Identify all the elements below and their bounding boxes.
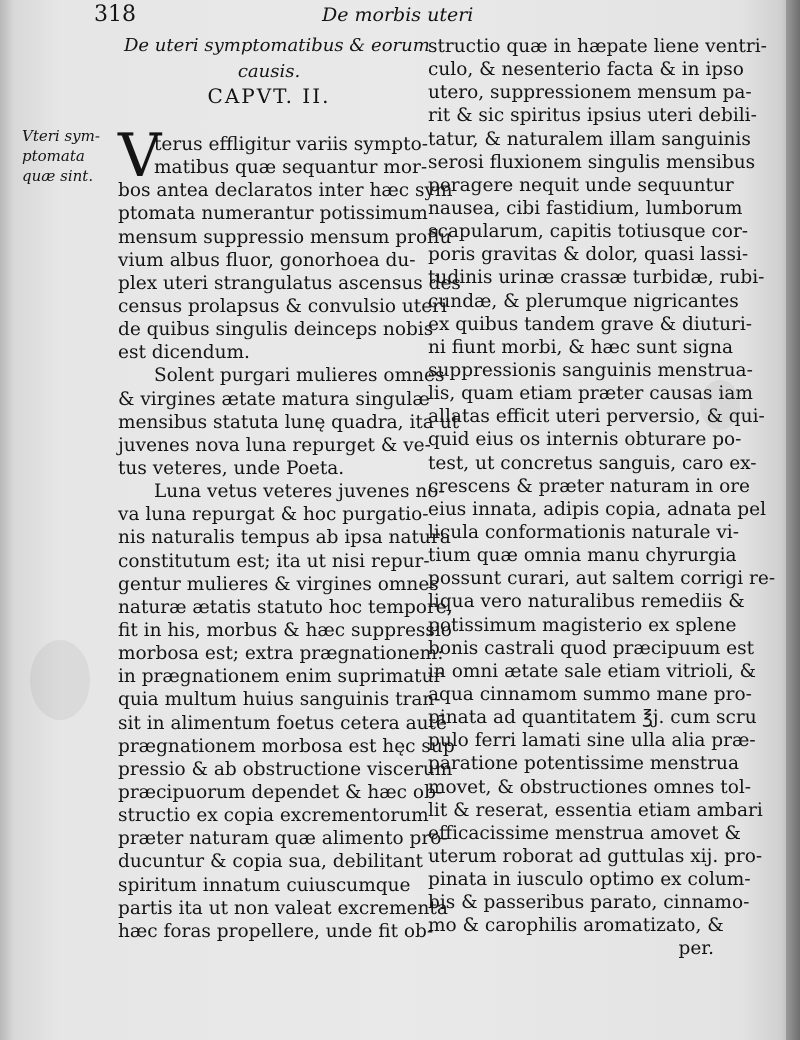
text-line: serosi fluxionem singulis mensibus <box>428 151 756 173</box>
text-line: spiritum innatum cuiuscumque <box>118 874 411 896</box>
text-line: bonis castrali quod præcipuum est <box>428 637 755 659</box>
text-line: suppressionis sanguinis menstrua- <box>428 359 753 381</box>
text-line: eius innata, adipis copia, adnata pel <box>428 498 766 520</box>
text-line: mensum suppressio mensum proflu <box>118 226 452 248</box>
marginal-line: quæ sint. <box>22 167 94 185</box>
text-line: quia multum huius sanguinis tran- <box>118 689 441 711</box>
text-line: Solent purgari mulieres omnes <box>154 365 445 387</box>
text-line: structio quæ in hæpate liene ventri- <box>428 36 767 57</box>
subtitle-line: causis. <box>237 61 301 82</box>
text-line: morbosa est; extra prægnationem: <box>118 643 444 665</box>
text-line: efficacissime menstrua amovet & <box>428 822 741 844</box>
text-line: test, ut concretus sanguis, caro ex- <box>428 452 757 474</box>
text-line: Luna vetus veteres juvenes no- <box>154 481 445 503</box>
text-line: matibus quæ sequantur mor- <box>154 157 428 179</box>
text-line: sit in alimentum foetus cetera autē <box>118 712 447 734</box>
text-line: prægnationem morbosa est hęc sup <box>118 735 455 757</box>
text-line: allatas efficit uteri perversio, & qui- <box>428 406 765 428</box>
text-line: gentur mulieres & virgines omnes <box>118 573 439 595</box>
text-line: bos antea declaratos inter hæc sym <box>118 180 453 202</box>
catchword: per. <box>678 938 714 960</box>
left-text-column <box>118 133 461 943</box>
text-line: & virgines ætate matura singulæ <box>118 388 430 410</box>
text-line: peragere nequit unde sequuntur <box>428 174 734 196</box>
text-line: ni fiunt morbi, & hæc sunt signa <box>428 336 733 358</box>
text-line: census prolapsus & convulsio uteri <box>118 295 447 317</box>
text-line: licula conformationis naturale vi- <box>428 521 739 543</box>
text-line: movet, & obstructiones omnes tol- <box>428 776 752 798</box>
text-line: aqua cinnamom summo mane pro- <box>428 683 752 705</box>
marginal-line: ptomata <box>22 147 85 165</box>
marginal-line: Vteri sym- <box>22 127 100 145</box>
text-line: scapularum, capitis totiusque cor- <box>428 221 749 243</box>
chapter-heading: CAPVT. II. <box>207 84 331 108</box>
text-line: pinata ad quantitatem ℥j. cum scru <box>428 707 757 729</box>
text-line: in prægnationem enim suprimatur <box>118 666 443 688</box>
chapter-subtitle <box>124 33 430 85</box>
text-line: paratione potentissime menstrua <box>428 753 740 775</box>
text-line: plex uteri strangulatus ascensus des <box>118 272 461 294</box>
text-line: va luna repurgat & hoc purgatio- <box>118 504 429 526</box>
text-line: utero, suppressionem mensum pa- <box>428 82 752 104</box>
text-line: ex quibus tandem grave & diuturi- <box>428 313 753 335</box>
text-line: tatur, & naturalem illam sanguinis <box>428 128 751 150</box>
text-line: nausea, cibi fastidium, lumborum <box>428 197 743 219</box>
right-text-column <box>428 35 776 961</box>
text-line: tudinis urinæ crassæ turbidæ, rubi- <box>428 267 765 289</box>
text-line: constitutum est; ita ut nisi repur- <box>118 550 430 572</box>
text-line: tus veteres, unde Poeta. <box>118 457 345 479</box>
text-line: partis ita ut non valeat excrementa <box>118 897 448 919</box>
text-line: quid eius os internis obturare po- <box>428 429 742 451</box>
text-line: tium quæ omnia manu chyrurgia <box>428 545 737 567</box>
text-line: structio ex copia excrementorum <box>118 805 429 827</box>
text-line: potissimum magisterio ex splene <box>428 614 737 636</box>
text-line: mo & carophilis aromatizato, & <box>428 915 724 937</box>
text-line: vium albus fluor, gonorhoea du- <box>118 249 416 271</box>
text-line: pulo ferri lamati sine ulla alia præ- <box>428 730 756 752</box>
text-line: pinata in iusculo optimo ex colum- <box>428 869 751 891</box>
text-line: possunt curari, aut saltem corrigi re- <box>428 568 776 590</box>
text-line: culo, & nesenterio facta & in ipso <box>428 59 744 81</box>
page-stain <box>30 640 90 720</box>
page-number: 318 <box>94 2 136 27</box>
text-line: de quibus singulis deinceps nobis <box>118 319 434 341</box>
text-line: est dicendum. <box>118 342 250 364</box>
text-line: præter naturam quæ alimento pro- <box>118 828 448 850</box>
text-line: mensibus statuta lunę quadra, ita ut <box>118 411 460 433</box>
marginal-note <box>22 126 106 186</box>
text-line: præcipuorum dependet & hæc ob- <box>118 781 443 803</box>
book-gutter <box>786 0 800 1040</box>
text-line: ptomata numerantur potissimum <box>118 203 428 225</box>
text-line: naturæ ætatis statuto hoc tempore, <box>118 596 453 618</box>
text-line: rit & sic spiritus ipsius uteri debili- <box>428 105 757 127</box>
text-line: cundæ, & plerumque nigricantes <box>428 290 739 312</box>
text-line: nis naturalis tempus ab ipsa natura <box>118 527 451 549</box>
text-line: terus effligitur variis sympto- <box>154 134 428 155</box>
text-line: lit & reserat, essentia etiam ambari <box>428 799 763 821</box>
text-line: poris gravitas & dolor, quasi lassi- <box>428 244 749 266</box>
text-line: ducuntur & copia sua, debilitant <box>118 851 423 873</box>
text-line: hæc foras propellere, unde fit ob- <box>118 920 434 942</box>
text-line: crescens & præter naturam in ore <box>428 475 751 497</box>
text-line: lis, quam etiam præter causas iam <box>428 383 753 405</box>
running-title: De morbis uteri <box>322 4 474 26</box>
text-line: uterum roborat ad guttulas xij. pro- <box>428 845 763 867</box>
text-line: liqua vero naturalibus remediis & <box>428 591 745 613</box>
text-line: bis & passeribus parato, cinnamo- <box>428 892 750 914</box>
text-line: juvenes nova luna repurget & ve- <box>118 434 431 456</box>
text-line: pressio & ab obstructione viscerum <box>118 758 453 780</box>
text-line: fit in his, morbus & hæc suppressio <box>118 619 452 641</box>
drop-cap: V <box>118 121 162 191</box>
text-line: in omni ætate sale etiam vitrioli, & <box>428 660 757 682</box>
subtitle-line: De uteri symptomatibus & eorum <box>124 35 430 56</box>
